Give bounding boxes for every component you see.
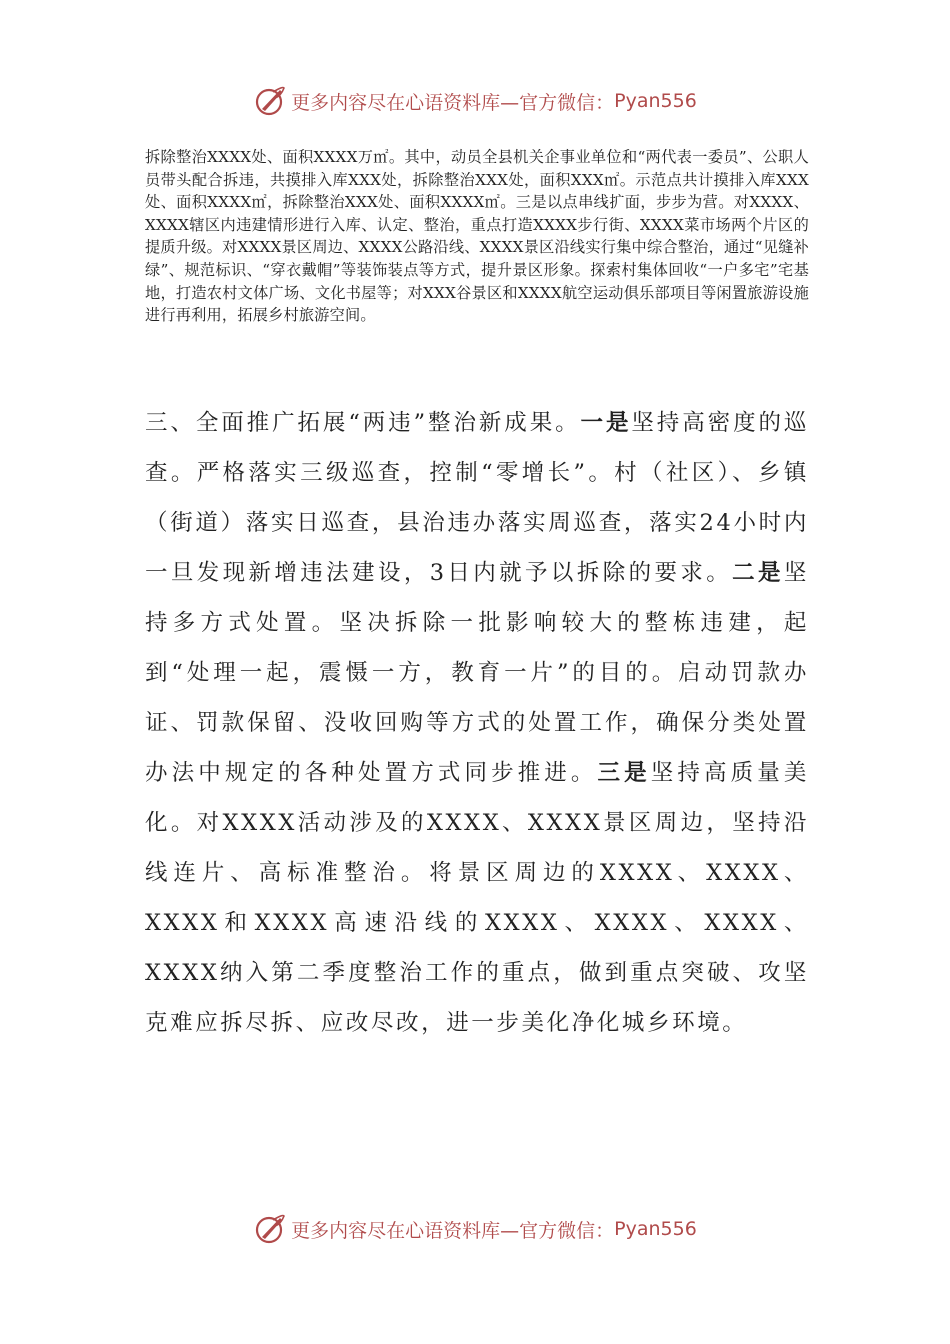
point-3-text: 坚持高质量美化。对XXXX活动涉及的XXXX、XXXX景区周边，坚持沿线连片、高标准整治。将景区周边的XXXX、XXXX、XXXX和XXXX高速沿线的XXXX、XXXX、XXXX、XXXX纳入第二季度整治工作的重点，做到重点突破、攻坚克难应拆尽拆、应改尽改，进一步美化净化城乡环境。 [145,760,809,1036]
banner-wechat-id: Pyan556 [614,90,697,112]
small-paragraph: 拆除整治XXXX处、面积XXXX万㎡。其中，动员全县机关企事业单位和“两代表一委员”、公职人员带头配合拆违，共摸排入库XXX处，拆除整治XXX处，面积XXX㎡。示范点共计摸排入库XXX处、面积XXXX㎡，拆除整治XXX处、面积XXXX㎡。三是以点串线扩面，步步为营。对XXXX、XXXX辖区内违建情形进行入库、认定、整治，重点打造XXXX步行街、XXXX菜市场两个片区的提质升级。对XXXX景区周边、XXXX公路沿线、XXXX景区沿线实行集中综合整治，通过“见缝补绿”、规范标识、“穿衣戴帽”等装饰装点等方式，提升景区形象。探索村集体回收“一户多宅”宅基地，打造农村文体广场、文化书屋等；对XXX谷景区和XXXX航空运动俱乐部项目等闲置旅游设施进行再利用，拓展乡村旅游空间。 [145,148,809,325]
section-3-heading: 三、全面推广拓展“两违”整治新成果。 [145,410,581,436]
quill-logo-icon [253,1212,287,1246]
footer-banner [0,1212,950,1246]
point-2-text: 坚持多方式处置。坚决拆除一批影响较大的整栋违建，起到“处理一起，震慑一方，教育一片”的目的。启动罚款办证、罚款保留、没收回购等方式的处置工作，确保分类处置办法中规定的各种处置方式同步推进。 [145,560,809,786]
banner-text: 更多内容尽在心语资料库—官方微信： [291,91,615,114]
banner-text: 更多内容尽在心语资料库—官方微信： [291,1219,615,1242]
point-3-label: 三是 [597,760,651,786]
header-banner [0,84,950,118]
section-3-paragraph [145,398,809,1048]
point-1-text: 坚持高密度的巡查。严格落实三级巡查，控制“零增长”。村（社区）、乡镇（街道）落实日巡查，县治违办落实周巡查，落实24小时内一旦发现新增违法建设，3日内就予以拆除的要求。 [145,410,810,586]
quill-logo-icon [253,84,287,118]
point-2-label: 二是 [732,560,784,586]
banner-wechat-id: Pyan556 [614,1218,697,1240]
point-1-label: 一是 [580,410,632,436]
